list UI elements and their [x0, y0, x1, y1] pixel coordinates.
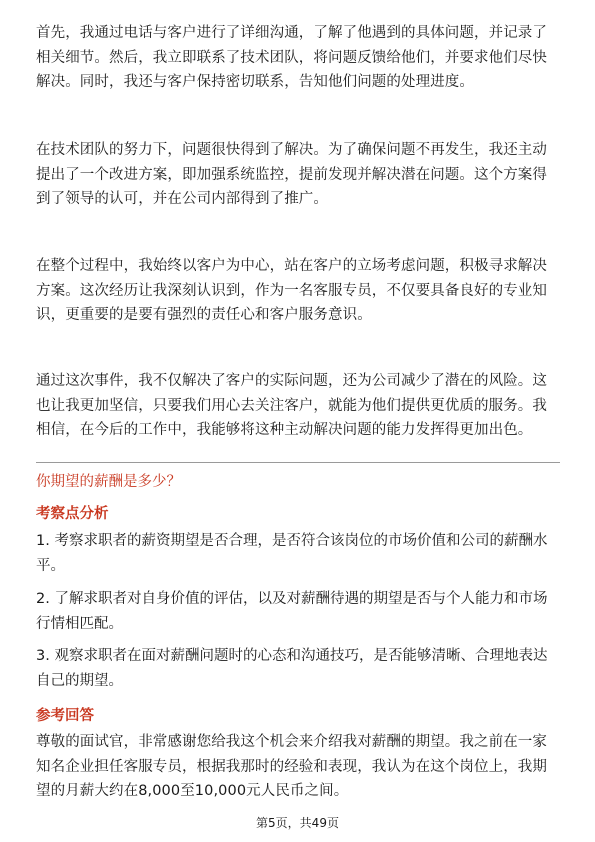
- page-number-footer: 第5页，共49页: [256, 816, 339, 830]
- analysis-item: 1. 考察求职者的薪资期望是否合理，是否符合该岗位的市场价值和公司的薪酬水平。: [36, 533, 548, 574]
- question-title: 你期望的薪酬是多少？: [36, 474, 181, 490]
- body-paragraph: 在技术团队的努力下，问题很快得到了解决。为了确保问题不再发生，我还主动提出了一个改进方案，即加强系统监控，提前发现并解决潜在问题。这个方案得到了领导的认可，并在公司内部得到了推广。: [36, 142, 547, 207]
- answer-heading: 参考回答: [36, 708, 94, 724]
- body-paragraph: 在整个过程中，我始终以客户为中心，站在客户的立场考虑问题，积极寻求解决方案。这次经历让我深刻认识到，作为一名客服专员，不仅要具备良好的专业知识，更重要的是要有强烈的责任心和客户服务意识。: [36, 258, 547, 323]
- analysis-item: 3. 观察求职者在面对薪酬问题时的心态和沟通技巧，是否能够清晰、合理地表达自己的期望。: [36, 648, 548, 689]
- section-divider: [36, 462, 560, 463]
- analysis-item: 2. 了解求职者对自身价值的评估，以及对薪酬待遇的期望是否与个人能力和市场行情相匹配。: [36, 591, 548, 632]
- body-paragraph: 首先，我通过电话与客户进行了详细沟通，了解了他遇到的具体问题，并记录了相关细节。然后，我立即联系了技术团队，将问题反馈给他们，并要求他们尽快解决。同时，我还与客户保持密切联系，告知他们问题的处理进度。: [36, 25, 547, 90]
- analysis-heading: 考察点分析: [36, 506, 109, 522]
- body-paragraph: 通过这次事件，我不仅解决了客户的实际问题，还为公司减少了潜在的风险。这也让我更加坚信，只要我们用心去关注客户，就能为他们提供更优质的服务。我相信，在今后的工作中，我能够将这种主动解决问题的能力发挥得更加出色。: [36, 373, 547, 438]
- answer-paragraph: 尊敬的面试官，非常感谢您给我这个机会来介绍我对薪酬的期望。我之前在一家知名企业担任客服专员，根据我那时的经验和表现，我认为在这个岗位上，我期望的月薪大约在8,000至10,000元人民币之间。: [36, 734, 547, 799]
